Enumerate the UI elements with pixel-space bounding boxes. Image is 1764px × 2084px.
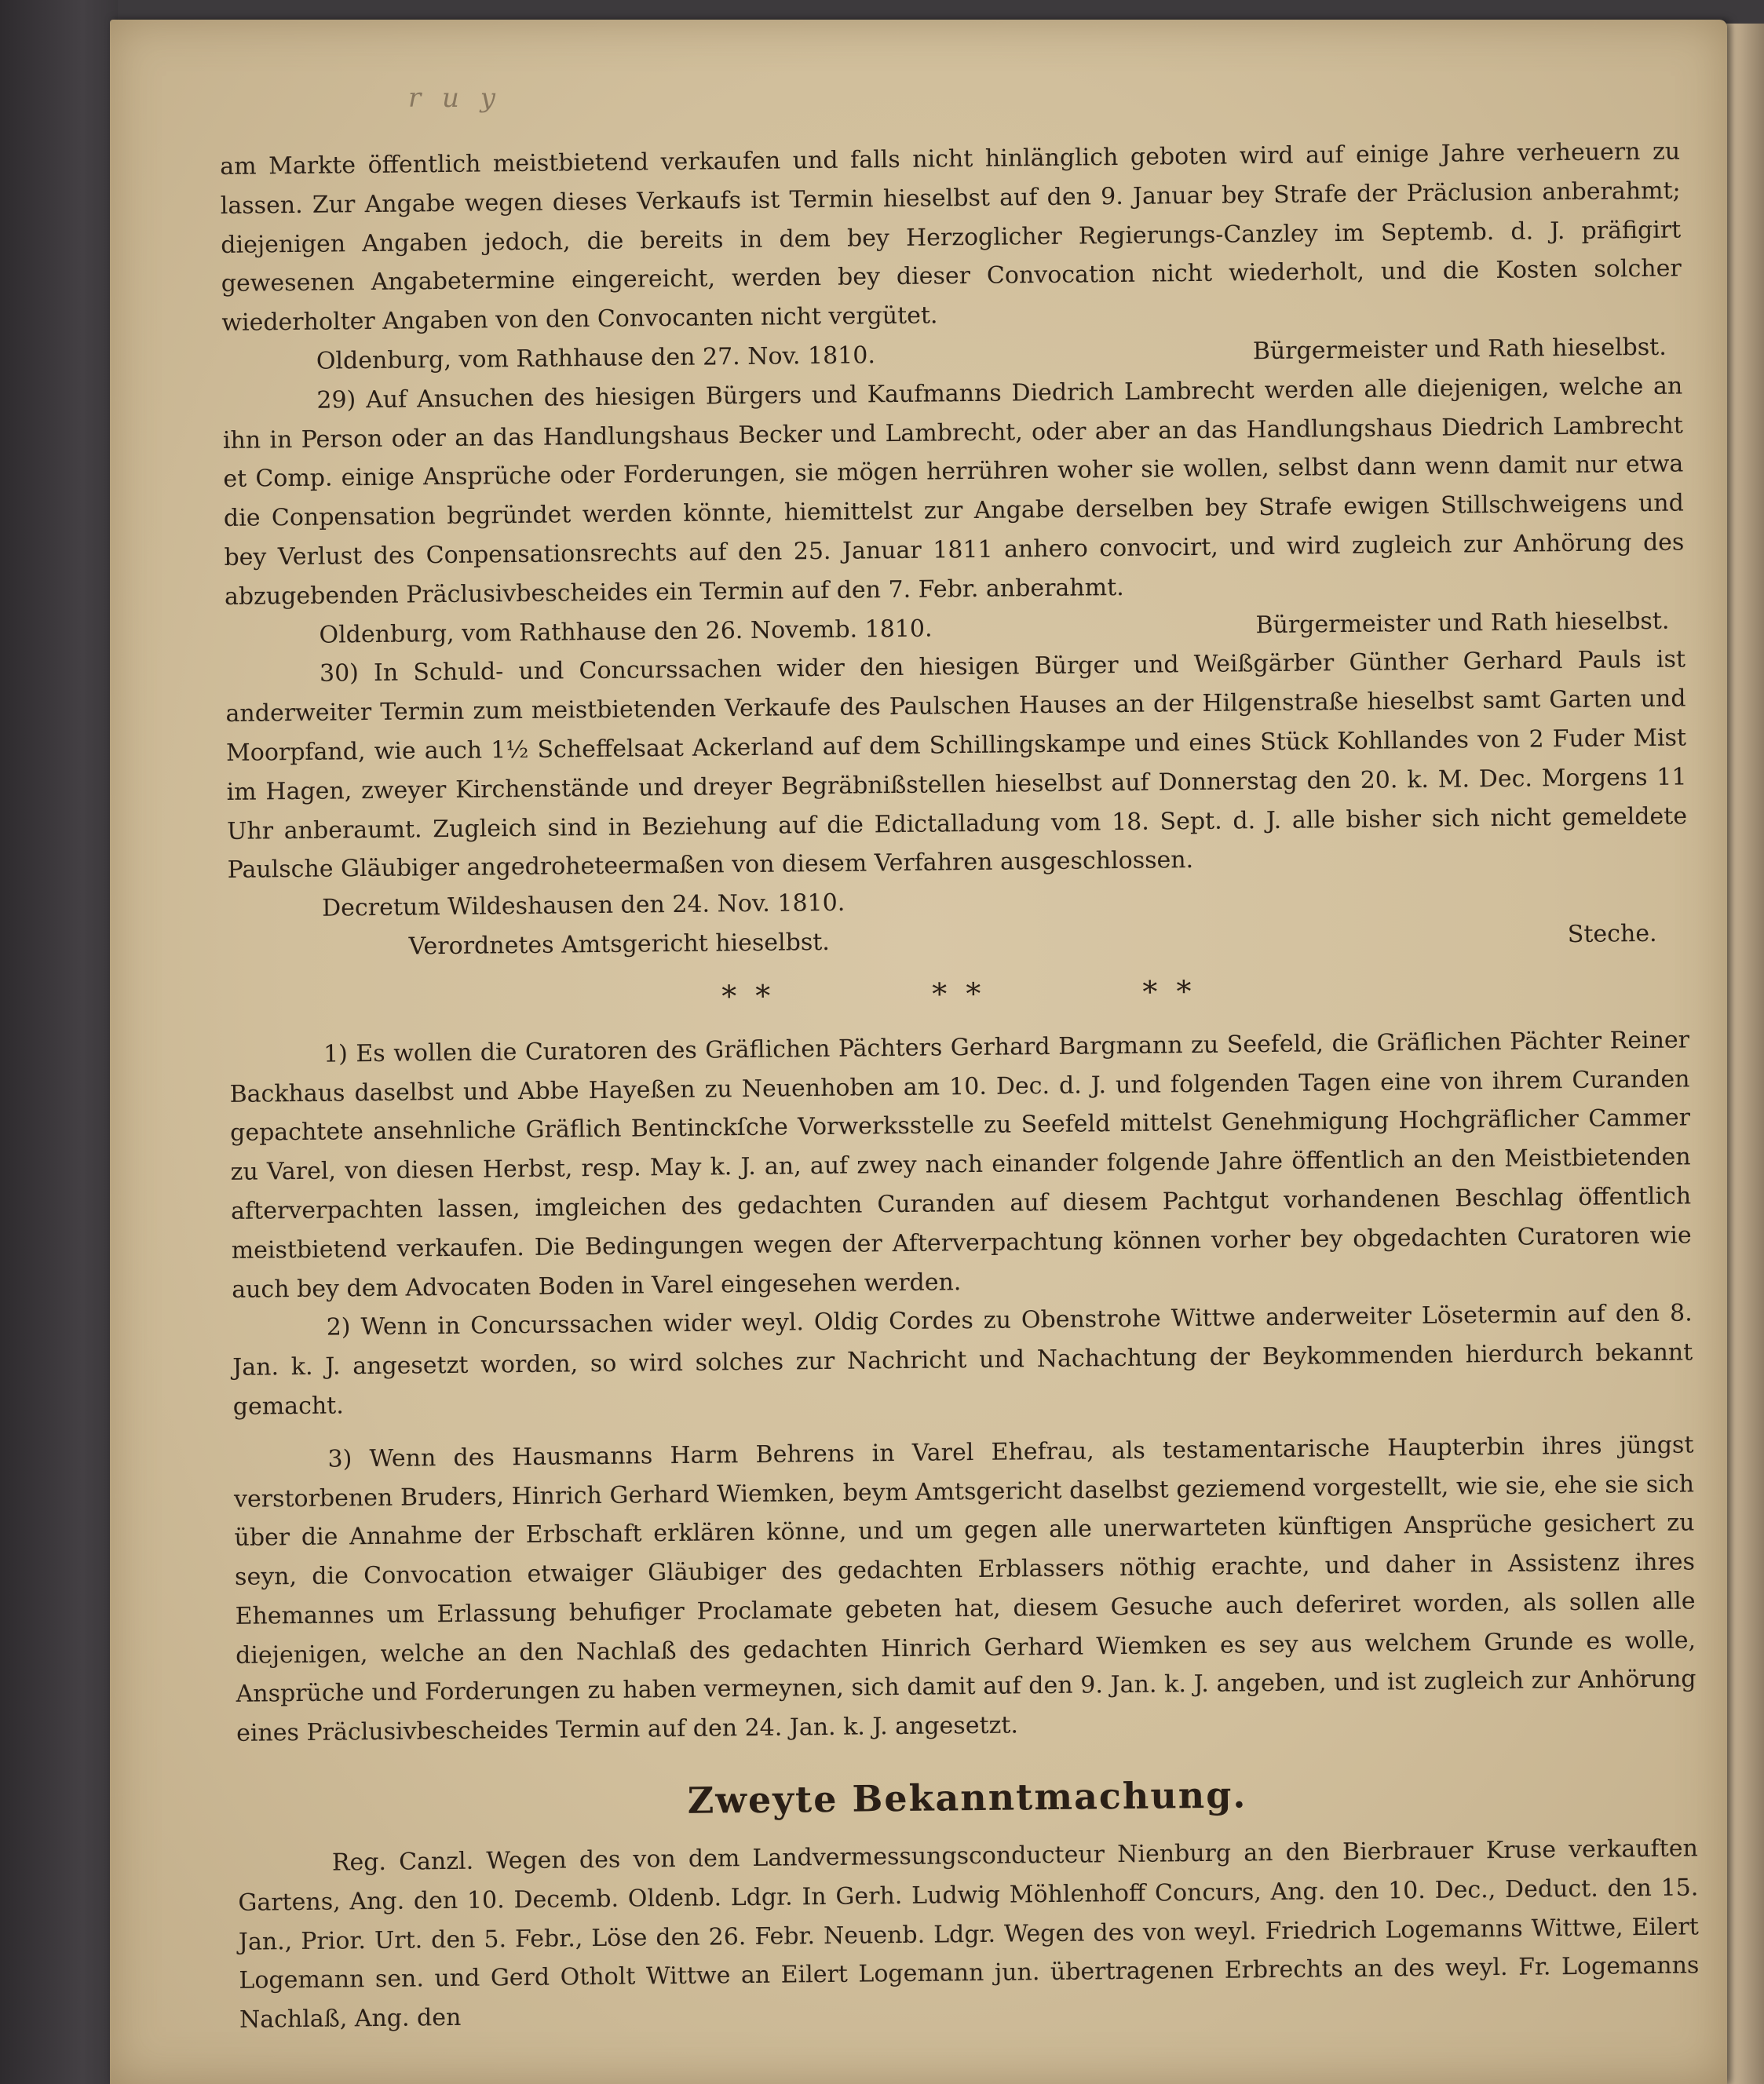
second-notice: Reg. Canzl. Wegen des von dem Landvermessungsconducteur Nienburg an den Bierbrauer Kruse verkauften Gartens, Ang. den 10. Decemb. Oldenb. Ldgr. In Gerh. Ludwig Möhlenhoff Concurs, Ang. den 10. Dec., Deduct. den 15. Jan., Prior. Urt. den 5. Febr., Löse den 26. Febr. Neuenb. Ldgr. Wegen des von weyl. Friedrich Logemanns Wittwe, Eilert Logemann sen. und Gerd Otholt Wittwe an Eilert Logemann jun. übertragenen Erbrechts an des weyl. Fr. Logemanns Nachlaß, Ang. den [238, 1834, 1700, 2035]
notice-29-signature: Bürgermeister und Rath hieselbst. [1255, 607, 1670, 639]
asterism-3: * * [1142, 973, 1196, 1009]
notice-2: 2) Wenn in Concurssachen wider weyl. Oldig Cordes zu Obenstrohe Wittwe anderweiter Lösetermin auf den 8. Jan. k. J. angesetzt worden, so wird solches zur Nachricht und Nachachtung der Beykommenden hierdurch bekannt gemacht. [232, 1299, 1693, 1421]
notice-3: 3) Wenn des Hausmanns Harm Behrens in Varel Ehefrau, als testamentarische Haupterbin ihres jüngst verstorbenen Bruders, Hinrich Gerhard Wiemken, beym Amtsgericht daselbst geziemend vorgestellt, wie sie, ehe sie sich über die Annahme der Erbschaft erklären könne, und um gegen alle unerwarteten künftigen Ansprüche gesichert zu seyn, die Convocation etwaiger Gläubiger des gedachten Erblassers nöthig erachte, und daher in Assistenz ihres Ehemannes um Erlassung behufiger Proclamate gebeten hat, diesem Gesuche auch deferiret worden, als sollen alle diejenigen, welche an den Nachlaß des gedachten Hinrich Gerhard Wiemken es sey aus welchem Grunde es wolle, Ansprüche und Forderungen zu haben vermeynen, sich damit auf den 9. Jan. k. J. angeben, und ist zugleich zur Anhörung eines Präclusivbescheides Termin auf den 24. Jan. k. J. angesetzt. [233, 1431, 1696, 1748]
page-text [220, 133, 1700, 2040]
notice-30-court: Verordnetes Amtsgericht hieselbst. [408, 928, 831, 961]
asterism-2: * * [932, 976, 986, 1012]
notice-30-decretum: Decretum Wildeshausen den 24. Nov. 1810. [321, 889, 845, 922]
scan-background [0, 0, 118, 2084]
notice-30-signature: Steche. [1567, 919, 1657, 949]
asterism-1: * * [721, 978, 776, 1014]
notice-1: 1) Es wollen die Curatoren des Gräflichen Pächters Gerhard Bargmann zu Seefeld, die Gräflichen Pächter Reiner Backhaus daselbst und Abbe Hayeßen zu Neuenhoben am 10. Dec. d. J. und folgenden Tagen eine von ihrem Curanden gepachtete ansehnliche Gräflich Bentinckſche Vorwerksstelle zu Seefeld mittelst Genehmigung Hochgräflicher Cammer zu Varel, von diesen Herbst, resp. May k. J. an, auf zwey nach einander folgende Jahre öffentlich an den Meistbietenden afterverpachten lassen, imgleichen des gedachten Curanden auf diesem Pachtgut vorhandenen Beschlag öffentlich meistbietend verkaufen. Die Bedingungen wegen der Afterverpachtung können vorher bey obgedachten Curatoren wie auch bey dem Advocaten Boden in Varel eingesehen werden. [229, 1026, 1692, 1304]
margin-scribble: r u y [408, 82, 502, 114]
notice-29-place-date: Oldenburg, vom Rathhause den 26. Novemb. 1810. [319, 615, 933, 649]
notice-28-continuation: am Markte öffentlich meistbietend verkaufen und falls nicht hinlänglich geboten wird auf einige Jahre verheuern zu lassen. Zur Angabe wegen dieses Verkaufs ist Termin hieselbst auf den 9. Januar bey Strafe der Präclusion anberahmt; diejenigen Angaben jedoch, die bereits in dem bey Herzoglicher Regierungs-Canzley im Septemb. d. J. präfigirt gewesenen Angabetermine eingereicht, werden bey dieser Convocation nicht wiederholt, und die Kosten solcher wiederholter Angaben von den Convocanten nicht vergütet. [220, 137, 1682, 338]
notice-28-signature: Bürgermeister und Rath hieselbst. [1252, 333, 1667, 366]
notice-29: 29) Auf Ansuchen des hiesigen Bürgers und Kaufmanns Diedrich Lambrecht werden alle diejenigen, welche an ihn in Person oder an das Handlungshaus Becker und Lambrecht, oder aber an das Handlungshaus Diedrich Lambrecht et Comp. einige Ansprüche oder Forderungen, sie mögen herrühren woher sie wollen, selbst dann wenn damit nur etwa die Conpensation begründet werden könnte, hiemittelst zur Angabe derselben bey Strafe ewigen Stillschweigens und bey Verlust des Conpensationsrechts auf den 25. Januar 1811 anhero convocirt, und wird zugleich zur Anhörung des abzugebenden Präclusivbescheides ein Termin auf den 7. Febr. anberahmt. [222, 372, 1685, 611]
notice-30: 30) In Schuld- und Concurssachen wider den hiesigen Bürger und Weißgärber Günther Gerhard Pauls ist anderweiter Termin zum meistbietenden Verkaufe des Paulschen Hauses an der Hilgenstraße hieselbst samt Garten und Moorpfand, wie auch 1½ Scheffelsaat Ackerland auf dem Schillingskampe und eines Stück Kohllandes von 2 Fuder Mist im Hagen, zweyer Kirchenstände und dreyer Begräbnißstellen hieselbst auf Donnerstag den 20. k. M. Dec. Morgens 11 Uhr anberaumt. Zugleich sind in Beziehung auf die Edictalladung vom 18. Sept. d. J. alle bisher sich nicht gemeldete Paulsche Gläubiger angedroheteermaßen von diesem Verfahren ausgeschlossen. [225, 645, 1688, 885]
notice-28-place-date: Oldenburg, vom Rathhause den 27. Nov. 1810. [316, 341, 876, 375]
section-heading: Zweyte Bekanntmachung. [687, 1773, 1247, 1822]
